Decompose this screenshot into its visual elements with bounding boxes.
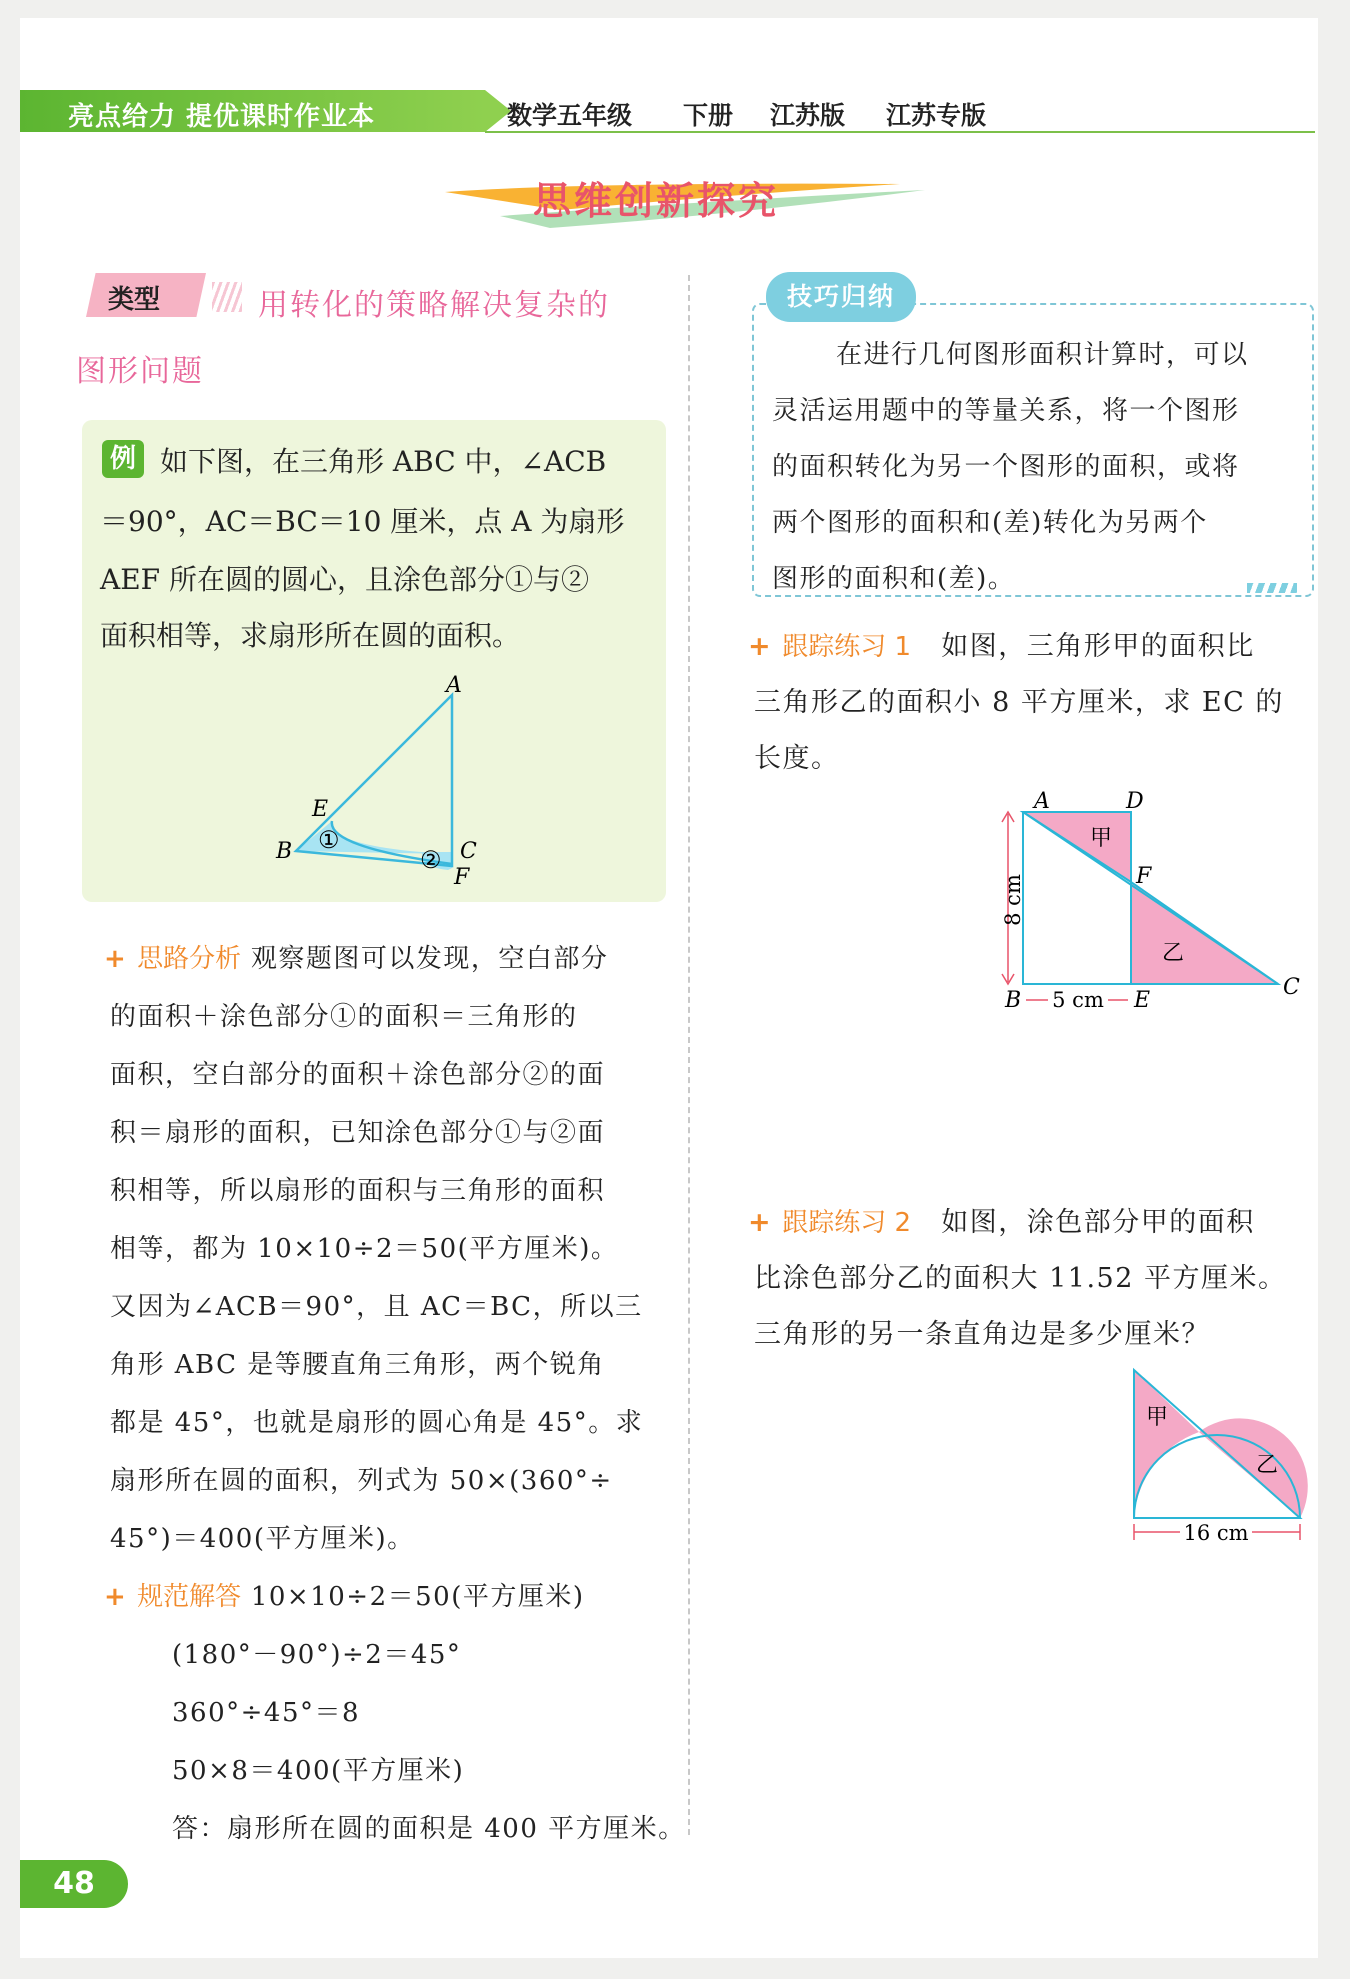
solution-line-4: 50×8＝400(平方厘米): [172, 1756, 465, 1786]
example-line-1: 如下图，在三角形 ABC 中，∠ACB: [160, 445, 607, 478]
solution-answer: 答：扇形所在圆的面积是 400 平方厘米。: [172, 1814, 686, 1844]
shaded-jia: [1134, 1370, 1199, 1518]
label-c: C: [460, 839, 477, 864]
tip-stripes: [1247, 583, 1297, 593]
example-line-2: ＝90°，AC＝BC＝10 厘米，点 A 为扇形: [100, 505, 625, 538]
label-region-1: ①: [318, 826, 340, 854]
label-region-2: ②: [420, 846, 442, 874]
practice1-line-3: 长度。: [754, 743, 840, 774]
example-line-4: 面积相等，求扇形所在圆的面积。: [100, 619, 521, 652]
analysis-line-8: 角形 ABC 是等腰直角三角形，两个锐角: [110, 1350, 605, 1380]
base-label: 16 cm: [1183, 1521, 1249, 1545]
solution-line-2: (180°－90°)÷2＝45°: [172, 1640, 462, 1670]
shaded-yi: [1199, 1418, 1308, 1518]
analysis-line-11: 45°)＝400(平方厘米)。: [110, 1524, 415, 1554]
example-figure: [270, 670, 500, 890]
tip-line-4: 两个图形的面积和(差)转化为另两个: [772, 508, 1208, 538]
practice2-line-3: 三角形的另一条直角边是多少厘米？: [754, 1319, 1210, 1350]
analysis-line-7: 又因为∠ACB＝90°，且 AC＝BC，所以三: [110, 1292, 643, 1322]
analysis-line-4: 积＝扇形的面积，已知涂色部分①与②面: [110, 1118, 606, 1148]
type-title-line2: 图形问题: [76, 354, 204, 389]
analysis-line-10: 扇形所在圆的面积，列式为 50×(360°÷: [110, 1466, 613, 1496]
tip-line-1: 在进行几何图形面积计算时，可以: [836, 340, 1249, 370]
label-a: A: [446, 673, 462, 698]
practice2-line-2: 比涂色部分乙的面积大 11.52 平方厘米。: [754, 1263, 1287, 1294]
type-stripes: [212, 282, 242, 312]
section-title: 思维创新探究: [533, 179, 780, 223]
example-tag: 例: [102, 440, 144, 478]
header-rule: [485, 131, 1315, 133]
analysis-line-2: 的面积＋涂色部分①的面积＝三角形的: [110, 1002, 578, 1032]
practice2-figure: [1120, 1360, 1310, 1550]
column-divider: [688, 275, 690, 1835]
label-f: F: [1136, 864, 1152, 889]
base-label: 5 cm: [1052, 988, 1104, 1012]
tip-line-3: 的面积转化为另一个图形的面积，或将: [772, 452, 1240, 482]
practice2-label: 跟踪练习 2: [782, 1208, 912, 1238]
analysis-line-6: 相等，都为 10×10÷2＝50(平方厘米)。: [110, 1234, 619, 1264]
label-a: A: [1034, 789, 1050, 814]
series-title: 亮点给力 提优课时作业本: [68, 102, 376, 132]
solution-line-3: 360°÷45°＝8: [172, 1698, 361, 1728]
label-d: D: [1126, 789, 1144, 814]
analysis-line-9: 都是 45°，也就是扇形的圆心角是 45°。求: [110, 1408, 644, 1438]
label-yi: 乙: [1256, 1453, 1279, 1478]
special-edition-label: 江苏专版: [886, 101, 987, 130]
practice1-line-2: 三角形乙的面积小 8 平方厘米，求 EC 的: [754, 687, 1284, 718]
practice1-figure: [990, 780, 1310, 1020]
analysis-label: 思路分析: [137, 944, 242, 974]
solution-label: 规范解答: [137, 1582, 242, 1612]
label-b: B: [1005, 988, 1022, 1013]
practice2-line-1: + 跟踪练习 2 如图，涂色部分甲的面积: [748, 1207, 1255, 1238]
label-f: F: [454, 865, 470, 890]
analysis-line-3: 面积，空白部分的面积＋涂色部分②的面: [110, 1060, 606, 1090]
tip-tag: 技巧归纳: [766, 272, 916, 322]
label-e: E: [1134, 988, 1151, 1013]
edition-label: 江苏版: [770, 101, 846, 130]
label-e: E: [312, 797, 329, 822]
analysis-line-1: + 思路分析 观察题图可以发现，空白部分: [104, 944, 609, 974]
type-title-line1: 用转化的策略解决复杂的: [258, 288, 610, 323]
tip-line-2: 灵活运用题中的等量关系，将一个图形: [772, 396, 1240, 426]
label-c: C: [1283, 975, 1300, 1000]
page-number: 48: [20, 1860, 128, 1908]
label-yi: 乙: [1162, 941, 1185, 966]
practice1-label: 跟踪练习 1: [782, 632, 912, 662]
type-tag-label: 类型: [108, 285, 161, 315]
tip-line-5: 图形的面积和(差)。: [772, 564, 1016, 594]
example-line-3: AEF 所在圆的圆心，且涂色部分①与②: [100, 563, 589, 596]
height-label: 8 cm: [1001, 874, 1025, 926]
subject-label: 数学五年级: [507, 101, 633, 130]
label-jia: 甲: [1090, 826, 1113, 851]
label-b: B: [276, 839, 293, 864]
analysis-line-5: 积相等，所以扇形的面积与三角形的面积: [110, 1176, 606, 1206]
practice1-line-1: + 跟踪练习 1 如图，三角形甲的面积比: [748, 631, 1255, 662]
solution-line-1: + 规范解答 10×10÷2＝50(平方厘米): [104, 1582, 585, 1612]
volume-label: 下册: [683, 101, 734, 130]
label-jia: 甲: [1146, 1405, 1169, 1430]
